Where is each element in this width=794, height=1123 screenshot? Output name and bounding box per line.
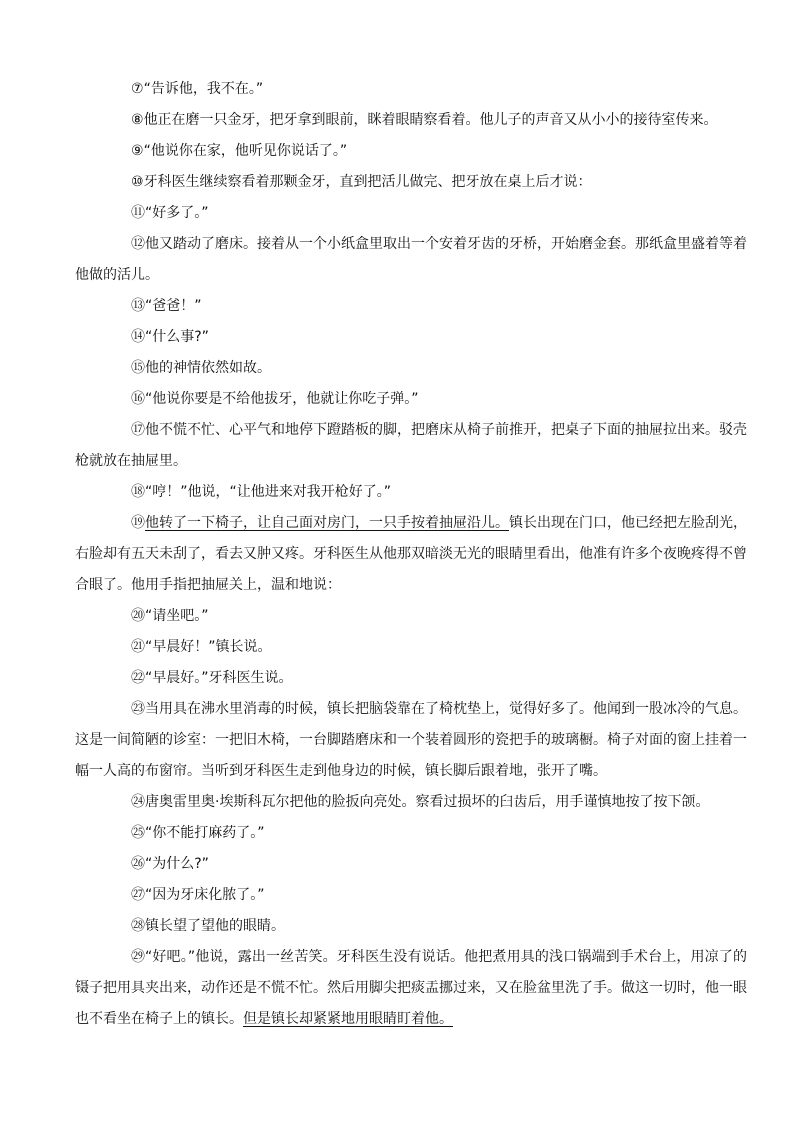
paragraph-17 [75, 415, 747, 477]
paragraph-8 [75, 105, 747, 136]
paragraph-number: ⑧ [131, 112, 144, 128]
paragraph-text: “他说你在家，他听见你说话了。” [143, 143, 348, 159]
underlined-sentence: 但是镇长却紧紧地用眼睛盯着他。 [243, 1011, 453, 1027]
paragraph-text: 他正在磨一只金牙，把牙拿到眼前，眯着眼睛察看着。他儿子的声音又从小小的接待室传来。 [143, 112, 718, 128]
paragraph-10 [75, 167, 747, 198]
paragraph-number: ⑰ [131, 422, 145, 438]
paragraph-text: “好多了。” [145, 205, 209, 221]
paragraph-text: 他不慌不忙、心平气和地停下蹬踏板的脚，把磨床从椅子前推开，把桌子下面的抽屉拉出来。驳壳枪就放在抽屉里。 [75, 422, 747, 469]
paragraph-number: ㉒ [131, 670, 145, 686]
paragraph-text: “为什么?” [145, 856, 209, 872]
paragraph-number: ⑫ [131, 236, 145, 252]
paragraph-number: ㉙ [131, 949, 145, 965]
paragraph-29 [75, 942, 747, 1035]
paragraph-number: ㉖ [131, 856, 145, 872]
paragraph-number: ⑭ [131, 329, 145, 345]
paragraph-9 [75, 136, 747, 167]
paragraph-number: ⑮ [131, 360, 145, 376]
paragraph-14 [75, 322, 747, 353]
paragraph-27 [75, 880, 747, 911]
paragraph-22 [75, 663, 747, 694]
paragraph-text: 镇长出现在门口，他已经把左脸刮光，右脸却有五天未刮了，看去又肿又疼。牙科医生从他那双暗淡无光的眼睛里看出，他准有许多个夜晚疼得不曾合眼了。他用手指把抽屉关上，温和地说： [75, 515, 747, 593]
paragraph-text: “他说你要是不给他拔牙，他就让你吃子弹。” [145, 391, 419, 407]
paragraph-text: 唐奥雷里奥·埃斯科瓦尔把他的脸扳向亮处。察看过损坏的臼齿后，用手谨慎地按了按下颌。 [145, 794, 710, 810]
paragraph-25 [75, 818, 747, 849]
underlined-sentence: 他转了一下椅子，让自己面对房门，一只手按着抽屉沿儿。 [145, 515, 509, 531]
paragraph-number: ㉕ [131, 825, 145, 841]
paragraph-text: 镇长望了望他的眼睛。 [145, 918, 285, 934]
paragraph-24 [75, 787, 747, 818]
paragraph-text: “哼！”他说，“让他进来对我开枪好了。” [145, 484, 392, 500]
paragraph-23 [75, 694, 747, 787]
paragraph-18 [75, 477, 747, 508]
paragraph-text: 他又踏动了磨床。接着从一个小纸盒里取出一个安着牙齿的牙桥，开始磨金套。那纸盒里盛着等着他做的活儿。 [75, 236, 747, 283]
paragraph-26 [75, 849, 747, 880]
paragraph-text: “什么事?” [145, 329, 209, 345]
paragraph-number: ⑯ [131, 391, 145, 407]
paragraph-number: ㉓ [131, 701, 145, 717]
paragraph-13 [75, 291, 747, 322]
paragraph-number: ⑩ [131, 174, 144, 190]
paragraph-number: ⑱ [131, 484, 145, 500]
paragraph-number: ㉑ [131, 639, 145, 655]
paragraph-text: “爸爸！” [145, 298, 202, 314]
paragraph-text: “你不能打麻药了。” [145, 825, 265, 841]
paragraph-21 [75, 632, 747, 663]
paragraph-number: ㉘ [131, 918, 145, 934]
paragraph-number: ⑲ [131, 515, 145, 531]
paragraph-text: 他的神情依然如故。 [145, 360, 271, 376]
paragraph-number: ⑪ [131, 205, 145, 221]
paragraph-28 [75, 911, 747, 942]
paragraph-text: “告诉他，我不在。” [143, 81, 264, 97]
paragraph-text: “早晨好！”镇长说。 [145, 639, 272, 655]
paragraph-7 [75, 74, 747, 105]
paragraph-20 [75, 601, 747, 632]
paragraph-number: ⑬ [131, 298, 145, 314]
paragraph-15 [75, 353, 747, 384]
paragraph-text: “请坐吧。” [145, 608, 209, 624]
paragraph-number: ⑳ [131, 608, 145, 624]
paragraph-number: ㉗ [131, 887, 145, 903]
paragraph-number: ⑨ [131, 143, 144, 159]
paragraph-11 [75, 198, 747, 229]
paragraph-number: ㉔ [131, 794, 145, 810]
paragraph-19 [75, 508, 747, 601]
paragraph-12 [75, 229, 747, 291]
paragraph-text: “早晨好。”牙科医生说。 [145, 670, 293, 686]
paragraph-text: “好吧。”他说，露出一丝苦笑。牙科医生没有说话。他把煮用具的浅口锅端到手术台上，用凉了的镊子把用具夹出来，动作还是不慌不忙。然后用脚尖把痰盂挪过来，又在脸盆里洗了手。做这一切时，他一眼也不看坐在椅子上的镇长。 [75, 949, 747, 1027]
paragraph-number: ⑦ [131, 81, 144, 97]
paragraph-16 [75, 384, 747, 415]
document-page [75, 74, 747, 1035]
paragraph-text: 牙科医生继续察看着那颗金牙，直到把活儿做完、把牙放在桌上后才说： [143, 174, 592, 190]
paragraph-text: “因为牙床化脓了。” [145, 887, 265, 903]
paragraph-text: 当用具在沸水里消毒的时候，镇长把脑袋靠在了椅枕垫上，觉得好多了。他闻到一股冰冷的气息。这是一间简陋的诊室：一把旧木椅，一台脚踏磨床和一个装着圆形的瓷把手的玻璃橱。椅子对面的窗上挂着一幅一人高的布窗帘。当听到牙科医生走到他身边的时候，镇长脚后跟着地，张开了嘴。 [75, 701, 747, 779]
